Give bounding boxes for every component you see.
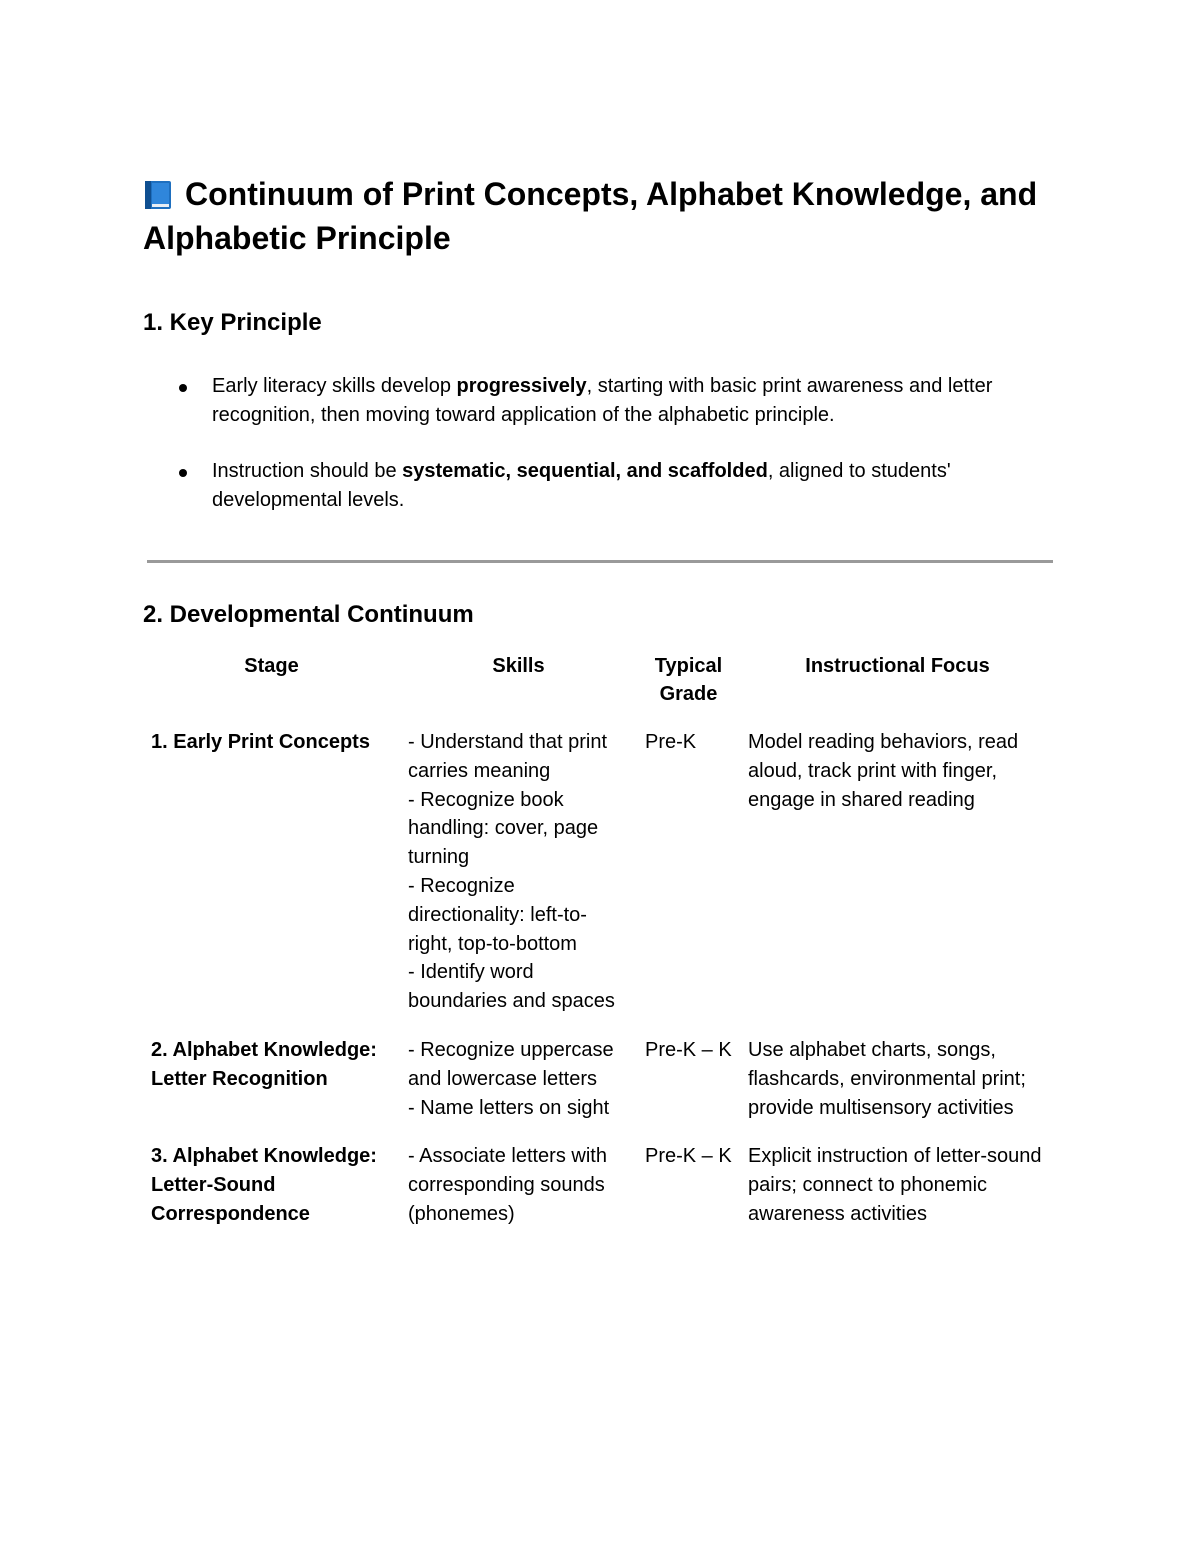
focus-cell: Model reading behaviors, read aloud, track print with finger, engage in shared reading: [748, 731, 1019, 811]
column-header-focus: Instructional Focus: [805, 655, 990, 677]
focus-cell: Explicit instruction of letter-sound pairs; connect to phonemic awareness activities: [748, 1145, 1042, 1225]
grade-cell: Pre-K: [645, 731, 697, 753]
table-header-row: [143, 648, 1055, 726]
list-item: Early literacy skills develop progressively, starting with basic print awareness and letter recognition, then moving toward application of the alphabetic principle.: [143, 372, 1055, 430]
continuum-table: [143, 648, 1055, 1247]
key-principle-list: [143, 372, 1055, 515]
blue-book-icon: [143, 177, 173, 207]
developmental-continuum-heading: 2. Developmental Continuum: [143, 601, 474, 628]
column-header-grade: Typical Grade: [654, 655, 723, 705]
bullet-icon: [179, 384, 187, 392]
skills-cell: - Recognize uppercase and lowercase letters - Name letters on sight: [408, 1038, 614, 1119]
skills-cell: - Associate letters with corresponding sounds (phonemes): [408, 1145, 607, 1225]
horizontal-divider: [147, 560, 1053, 563]
table-row: [143, 1140, 1055, 1246]
bullet-icon: [179, 469, 187, 477]
column-header-skills: Skills: [492, 655, 545, 677]
document-page: [143, 172, 1055, 542]
column-header-stage: Stage: [244, 655, 299, 677]
stage-cell: 2. Alphabet Knowledge: Letter Recognition: [151, 1038, 377, 1090]
grade-cell: Pre-K – K: [645, 1038, 732, 1061]
skills-cell: - Understand that print carries meaning - Recognize book handling: cover, page turning - Recognize directionality: left-to-right, top-to-bottom - Identify word boundaries and spaces: [408, 731, 615, 1013]
table-row: [143, 1034, 1055, 1140]
stage-cell: 3. Alphabet Knowledge: Letter-Sound Correspondence: [151, 1145, 377, 1225]
document-title: Continuum of Print Concepts, Alphabet Knowledge, and Alphabetic Principle: [143, 176, 1038, 256]
stage-cell: 1. Early Print Concepts: [151, 731, 370, 753]
key-principle-heading: 1. Key Principle: [143, 309, 322, 336]
table-row: [143, 726, 1055, 1034]
focus-cell: Use alphabet charts, songs, flashcards, environmental print; provide multisensory activities: [748, 1038, 1026, 1119]
list-item: Instruction should be systematic, sequential, and scaffolded, aligned to students' developmental levels.: [143, 457, 1055, 515]
grade-cell: Pre-K – K: [645, 1145, 732, 1168]
